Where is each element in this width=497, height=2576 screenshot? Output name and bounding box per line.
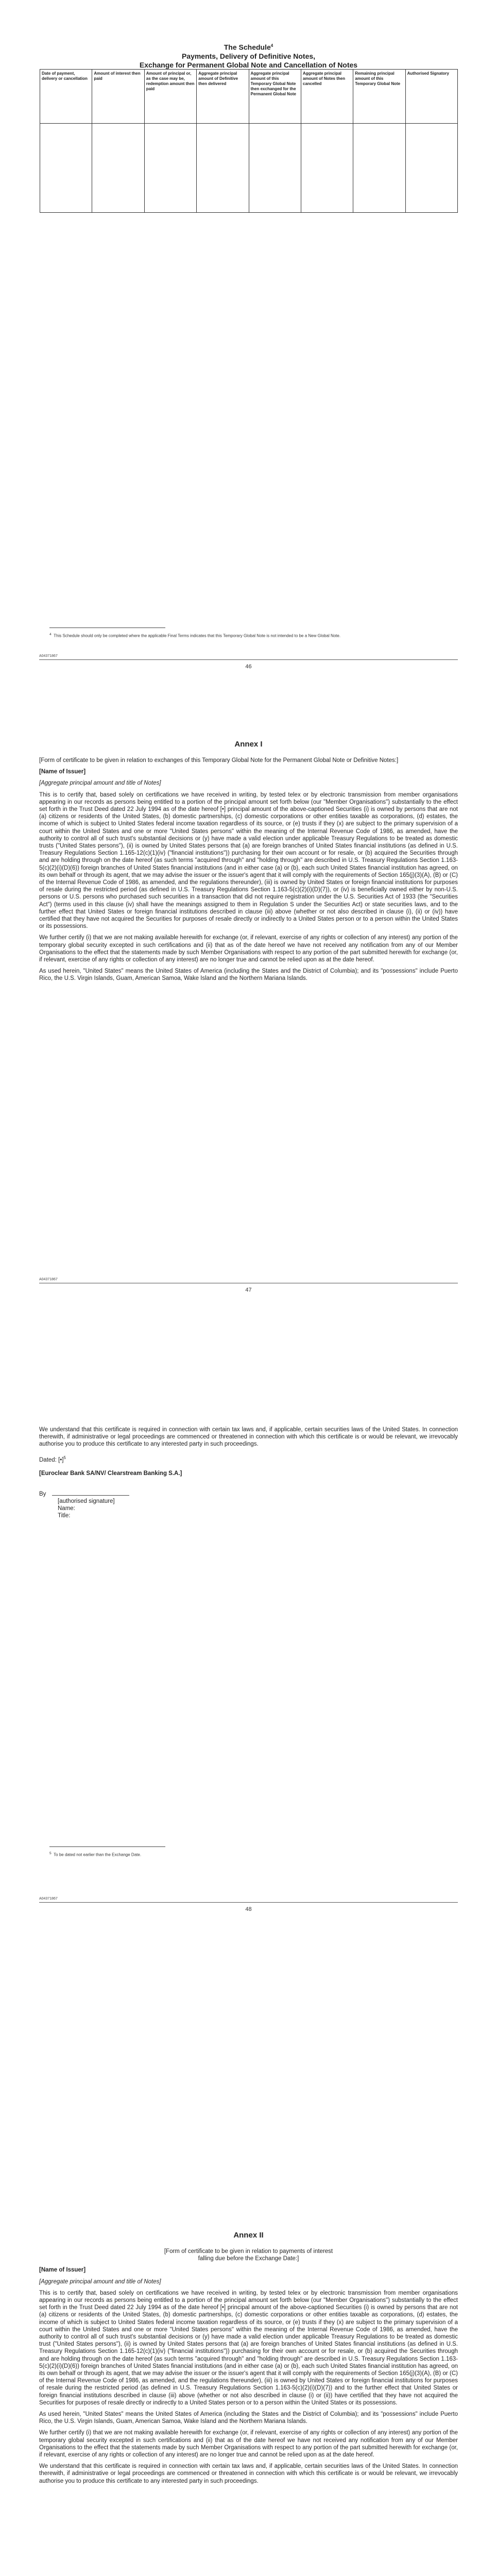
- page-number: 48: [245, 1906, 252, 1912]
- body-paragraph: As used herein, "United States" means the United States of America (including the States and the District of Columbia); and its "possessions" include Puerto Rico, the U.S. Virgin Islands, Guam, American Samoa, Wake Island and the Northern Mariana Islands.: [39, 2411, 458, 2425]
- signature-name: Name:: [58, 1505, 75, 1512]
- table-cell: [144, 124, 196, 213]
- signature-block: [39, 1490, 458, 1520]
- page-number: 47: [245, 1287, 252, 1293]
- table-cell: [249, 124, 301, 213]
- doc-ref: A04371867: [39, 1278, 58, 1281]
- col-header: Date of payment, delivery or cancellation: [40, 70, 92, 124]
- signature-title: Title:: [58, 1513, 71, 1519]
- table-cell: [353, 124, 405, 213]
- schedule-table: [40, 69, 458, 213]
- body-paragraph: We further certify (i) that we are not making available herewith for exchange (or, if relevant, exercise of any rights or collection of any interest) any portion of the temporary global security excepted in such certifications and (ii) that as of the date hereof we have not received any notification from any of our Member Organisations to the effect that the statements made by such Member Organisations with respect to any portion of the part submitted herewith for exchange (or, if relevant, exercise of any rights or collection of any interest) are no longer true and cannot be relied upon as at the date hereof.: [39, 935, 458, 963]
- issuer-name: [Name of Issuer]: [39, 769, 86, 775]
- notes-title: [Aggregate principal amount and title of Notes]: [39, 2278, 161, 2285]
- signature-caption: [authorised signature]: [58, 1498, 115, 1505]
- footnote: $^5$ To be dated not earlier than the Exchange Date.: [49, 1852, 142, 1857]
- col-header: Amount of interest then paid: [92, 70, 144, 124]
- table-row: [40, 124, 458, 213]
- table-cell: [197, 124, 249, 213]
- col-header: Aggregate principal amount of this Temporary Global Note then exchanged for the Permanent Global Note: [249, 70, 301, 124]
- col-header: Amount of principal or, as the case may be, redemption amount then paid: [144, 70, 196, 124]
- doc-ref: A04371867: [39, 1897, 58, 1901]
- page-number: 46: [245, 664, 252, 670]
- dated-line: Dated: [•]$^5$: [39, 1455, 66, 1463]
- col-header: Aggregate principal amount of Definitive then delivered: [197, 70, 249, 124]
- table-cell: [92, 124, 144, 213]
- table-cell: [301, 124, 353, 213]
- table-cell: [40, 124, 92, 213]
- notes-title: [Aggregate principal amount and title of Notes]: [39, 780, 161, 787]
- footnote: $^4$ This Schedule should only be completed where the applicable Final Terms indicates that this Temporary Global Note is not intended to be a New Global Note.: [49, 633, 341, 638]
- body-paragraph: We understand that this certificate is required in connection with certain tax laws and, if applicable, certain securities laws of the United States. In connection therewith, if administrative or legal proceedings are commenced or threatened in connection with which this certificate is or would be relevant, we irrevocably authorise you to produce this certificate to any interested party in such proceedings.: [39, 1427, 458, 1448]
- table-header-row: [40, 70, 458, 124]
- body-paragraph: We understand that this certificate is required in connection with certain tax laws and, if applicable, certain securities laws of the United States. In connection therewith, if administrative or legal proceedings are commenced or threatened in connection with which this certificate is or would be relevant, we irrevocably authorise you to produce this certificate to any interested party in such proceedings.: [39, 2463, 458, 2484]
- body-paragraph: This is to certify that, based solely on certifications we have received in writing, by tested telex or by electronic transmission from member organisations appearing in our records as persons being entitled to a portion of the principal amount set forth below (our "Member Organisations") substantially to the effect set forth in the Trust Deed dated 22 July 1994 as of the date hereof [•] principal amount of the above-captioned Securities (i) is owned by persons that are not (a) citizens or residents of the United States, (b) domestic partnerships, (c) domestic corporations or other entities taxable as corporations, (d) estates, the income of which is subject to United States federal income taxation regardless of its source, or (e) trusts if they (x) are subject to the primary supervision of a court within the United States and one or more "United States persons" within the meaning of the Internal Revenue Code of 1986, as amended, have the authority to control all of such trust's substantial decisions or (y) have made a valid election under applicable Treasury Regulations to be treated as domestic trusts ("United States persons"), (ii) is owned by United States persons that (a) are foreign branches of United States financial institutions (as defined in U.S. Treasury Regulations Section 1.165-12(c)(1)(iv) ("financial institutions")) purchasing for their own account or for resale, or (b) acquired the Securities through and are holding through on the date hereof (as such terms "acquired through" and "holding through" are described in U.S. Treasury Regulations Section 1.163-5(c)(2)(i)(D)(6)) foreign branches of United States financial institutions (and in either case (a) or (b), each such United States financial institution has agreed, on its own behalf or through its agent, that we may advise the issuer or the issuer's agent that it will comply with the requirements of Section 165(j)(3)(A), (B) or (C) of the Internal Revenue Code of 1986, as amended, and the regulations thereunder), (iii) is owned by United States or foreign financial institutions for purposes of resale during the restricted period (as defined in U.S. Treasury Regulations Section 1.163-5(c)(2)(i)(D)(7)), or (iv) is beneficially owned either by non-U.S. persons or U.S. persons who purchased such securities in a transaction that did not require registration under the U.S. Securities Act of 1933 (the "Securities Act") (terms used in this clause (iv) shall have the meanings assigned to them in Regulation S under the Securities Act) or state securities laws, and to the further effect that United States or foreign financial institutions described in clause (iii) above (whether or not also described in clause (i), (ii) or (iv)) have certified that they have not acquired the Securities for purposes of resale directly or indirectly to a United States person or to a person within the United States or its possessions.: [39, 791, 458, 930]
- bank-name: [Euroclear Bank SA/NV/ Clearstream Banking S.A.]: [39, 1470, 182, 1477]
- intro-text: [Form of certificate to be given in relation to payments of interest falling due before the Exchange Date:]: [164, 2248, 333, 2262]
- annex-heading: Annex II: [233, 2231, 264, 2240]
- signature-line: By: [39, 1490, 458, 1498]
- col-header: Aggregate principal amount of Notes then cancelled: [301, 70, 353, 124]
- issuer-name: [Name of Issuer]: [39, 2267, 86, 2274]
- annex-heading: Annex I: [234, 740, 263, 749]
- col-header: Authorised Signatory: [405, 70, 457, 124]
- schedule-title: The Schedule$^4$ Payments, Delivery of Definitive Notes, Exchange for Permanent Global Note and Cancellation of Notes: [139, 43, 358, 69]
- page-rule: [39, 1902, 458, 1903]
- footnote-rule: [49, 1846, 165, 1847]
- table-cell: [405, 124, 457, 213]
- body-paragraph: As used herein, "United States" means the United States of America (including the States and the District of Columbia); and its "possessions" include Puerto Rico, the U.S. Virgin Islands, Guam, American Samoa, Wake Island and the Northern Mariana Islands.: [39, 968, 458, 982]
- col-header: Remaining principal amount of this Temporary Global Note: [353, 70, 405, 124]
- page-rule: [39, 659, 458, 660]
- doc-ref: A04371867: [39, 654, 58, 658]
- intro-text: [Form of certificate to be given in relation to exchanges of this Temporary Global Note for the Permanent Global Note or Definitive Notes:]: [39, 757, 399, 764]
- body-paragraph: This is to certify that, based solely on certifications we have received in writing, by tested telex or by electronic transmission from member organisations appearing in our records as persons being entitled to a portion of the principal amount set forth below (our "Member Organisations") substantially to the effect set forth in the Trust Deed dated 22 July 1994 as of the date hereof [•] principal amount of the above-captioned Securities (i) is owned by persons that are not (a) citizens or residents of the United States, (b) domestic partnerships, (c) domestic corporations or other entities taxable as corporations, (d) estates, the income of which is subject to United States federal income taxation regardless of its source, or (e) trusts if they (x) are subject to the primary supervision of a court within the United States and one or more "United States persons" within the meaning of the Internal Revenue Code of 1986, as amended, have the authority to control all of such trust's substantial decisions or (y) have made a valid election under applicable Treasury Regulations to be treated as domestic trust ("United States persons"), (ii) is owned by United States persons that (a) are foreign branches of United States financial institutions (as defined in U.S. Treasury Regulations Section 1.165-12(c)(1)(iv) ("financial institutions")) purchasing for their own account or for resale, or (b) acquired the Securities through and are holding through on the date hereof (as such terms "acquired through" and "holding through" are described in U.S. Treasury Regulations Section 1.163-5(c)(2)(i)(D)(6)) foreign branches of United States financial institutions (and in either case (a) or (b), each such United States financial institution has agreed, on its own behalf or through its agent, that we may advise the issuer or the issuer's agent that it will comply with the requirements of Section 165(j)(3)(A), (B) or (C) of the Internal Revenue Code of 1986, as amended, and the regulations thereunder), (iii) is owned by United States or foreign financial institutions for purposes of resale during the restricted period (as defined in U.S. Treasury Regulations Section 1.163-5(c)(2)(i)(D)(7)) and to the further effect that United States or foreign financial institutions described in clause (iii) above (whether or not also described in clause (i) or (ii)) have certified that they have not acquired the Securities for purposes of resale directly or indirectly to a United States person or to a person within the United States or its possessions.: [39, 2290, 458, 2406]
- body-paragraph: We further certify (i) that we are not making available herewith for exchange (or, if relevant, exercise of any rights or collection of any interest) any portion of the temporary global security excepted in such certifications and (ii) that as of the date hereof we have not received any notification from any of our Member Organisations to the effect that the statements made by such Member Organisations with respect to any portion of the part submitted herewith for exchange (or, if relevant, exercise of any rights or collection of any interest) are no longer true and cannot be relied upon as at the date hereof.: [39, 2430, 458, 2459]
